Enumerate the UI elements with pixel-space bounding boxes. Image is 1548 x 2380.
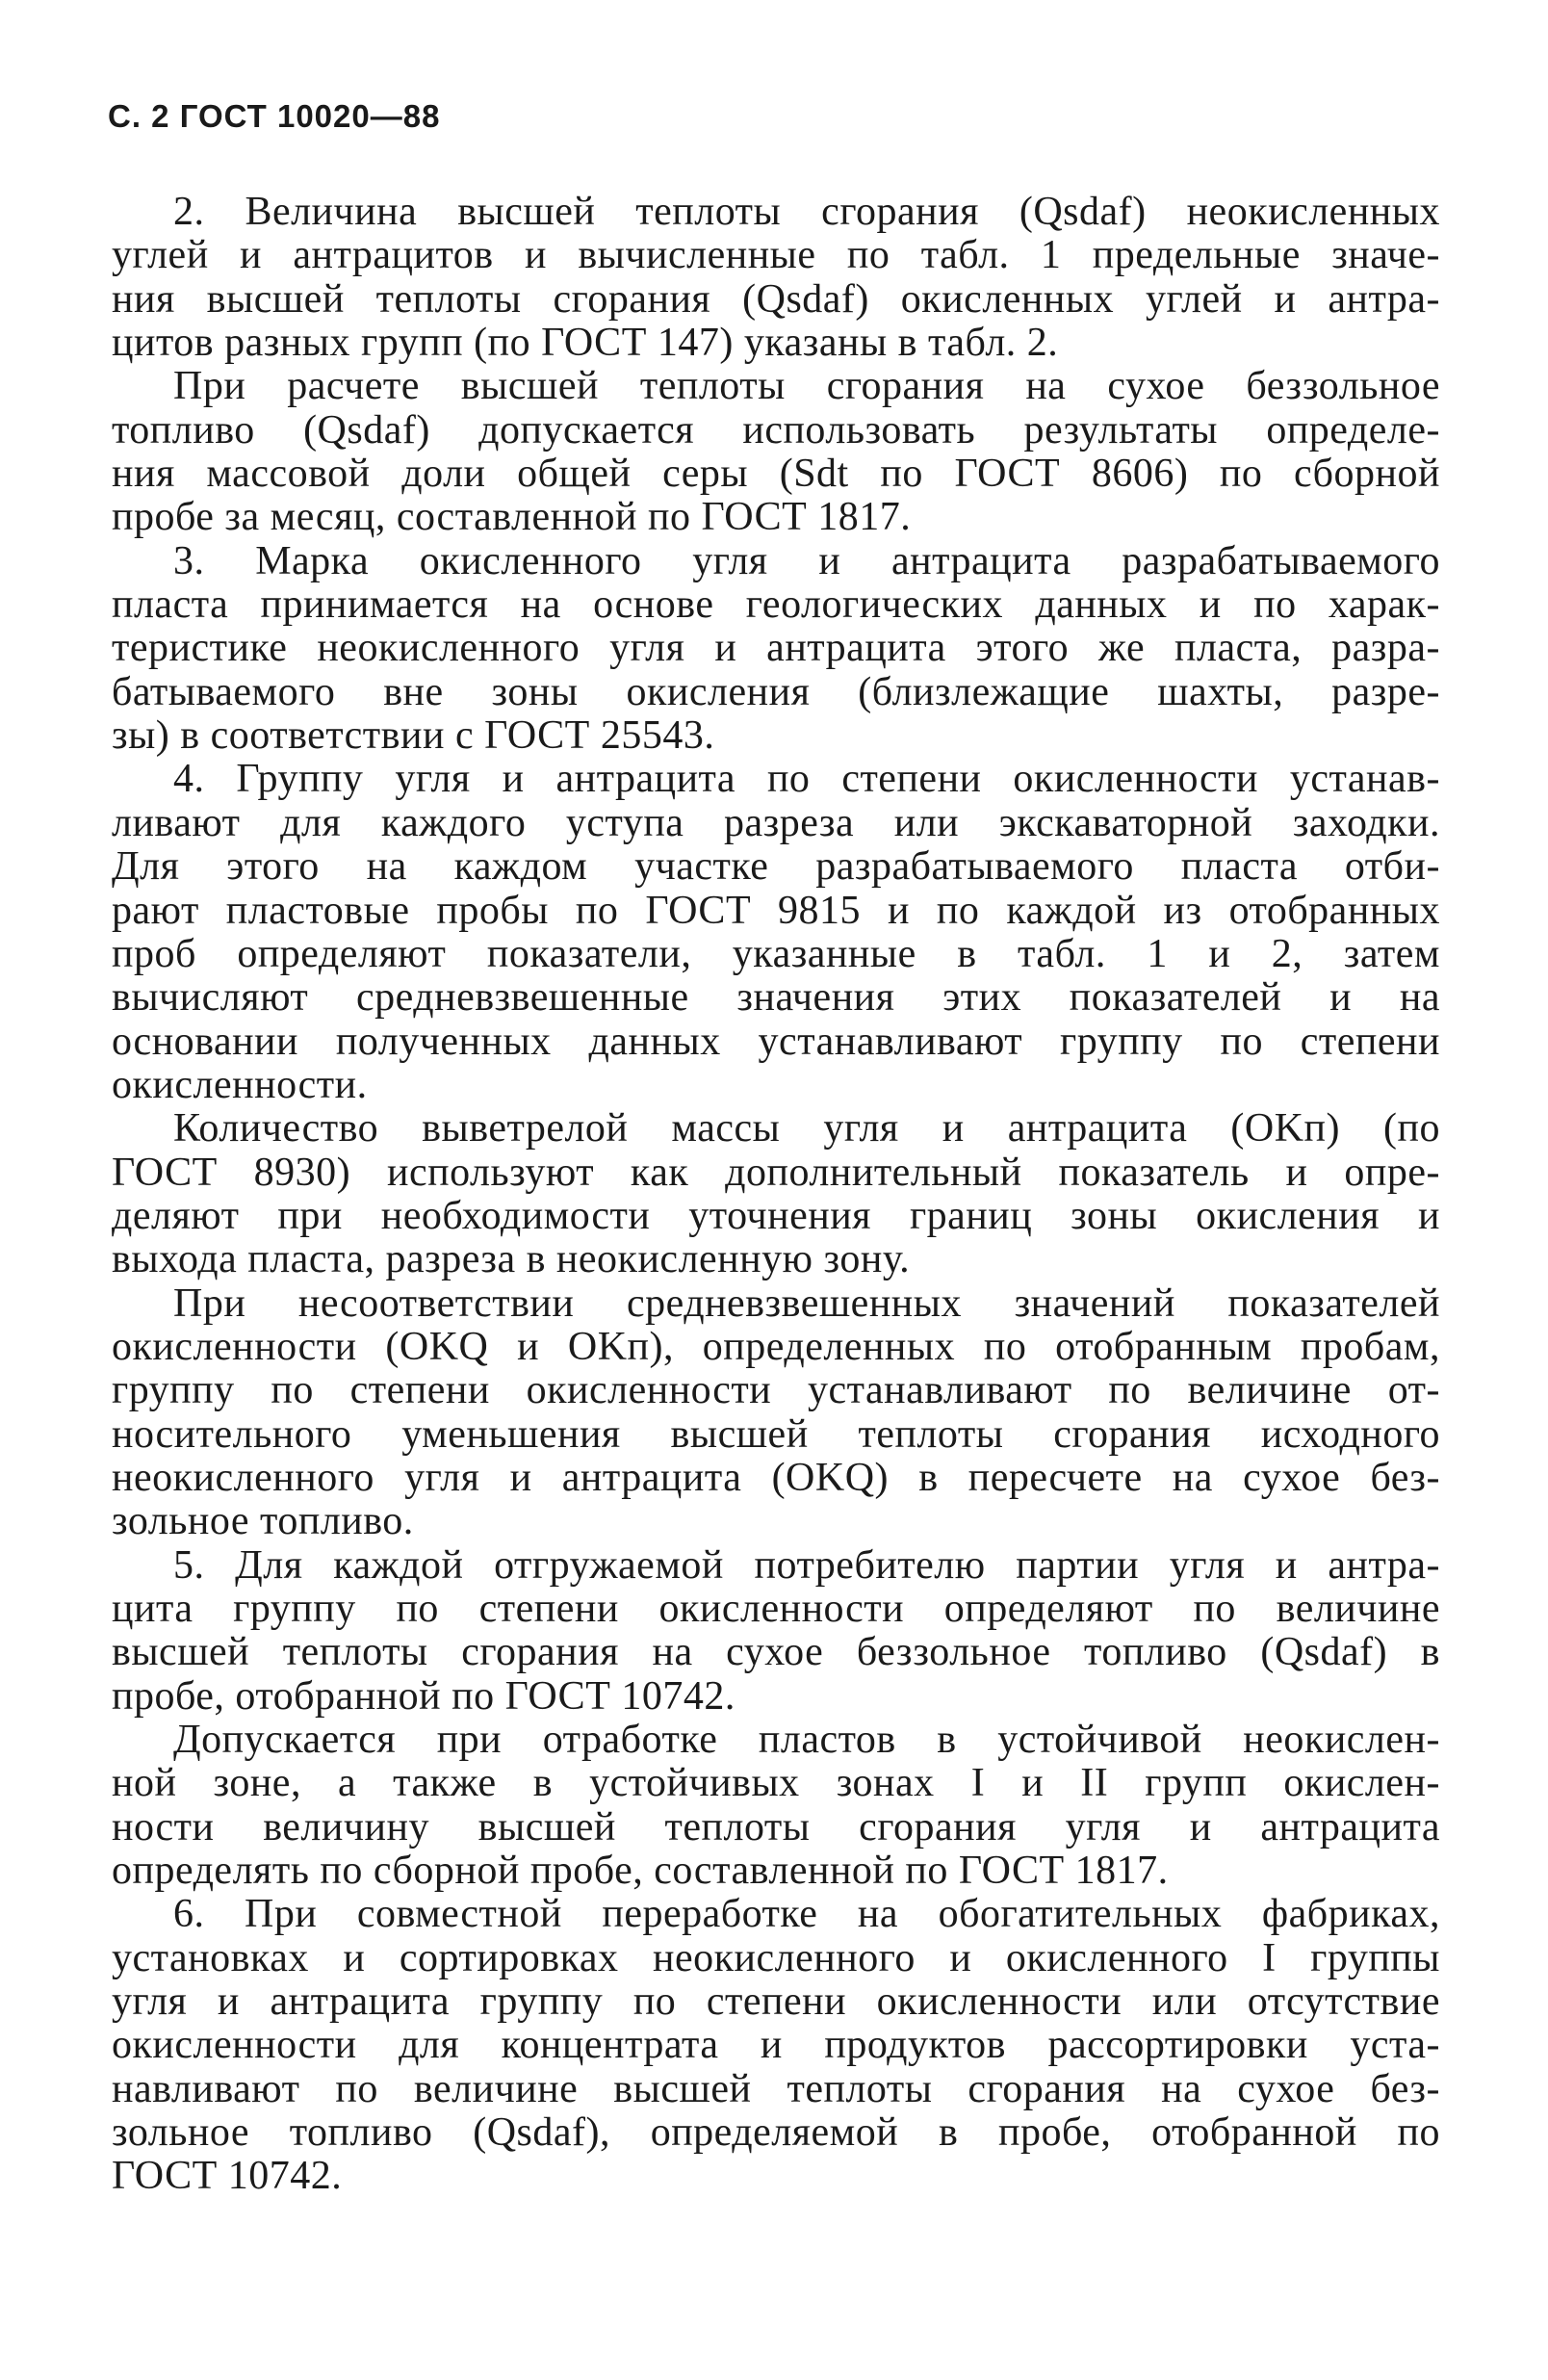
text-line: деляют при необходимости уточнения границ зоны окисления и [112,1193,1440,1238]
text-line: углей и антрацитов и вычисленные по табл. 1 предельные значе- [112,233,1440,278]
text-line: проб определяют показатели, указанные в табл. 1 и 2, затем [112,931,1440,976]
text-line: ГОСТ 10742. [112,2154,343,2199]
text-line: зольное топливо. [112,1499,414,1544]
text-line: 4. Группу угля и антрацита по степени окисленности устанав- [173,757,1440,802]
text-line: ния массовой доли общей серы (Sdt по ГОСТ 8606) по сборной [112,452,1440,497]
text-line: высшей теплоты сгорания на сухое беззольное топливо (Qsdaf) в [112,1630,1440,1675]
text-line: 3. Марка окисленного угля и антрацита разрабатываемого [173,538,1440,583]
text-line: неокисленного угля и антрацита (OKQ) в пересчете на сухое без- [112,1455,1440,1500]
text-line: угля и антрацита группу по степени окисленности или отсутствие [112,1979,1440,2025]
text-line: цитов разных групп (по ГОСТ 147) указаны в табл. 2. [112,321,1059,366]
text-line: Для этого на каждом участке разрабатываемого пласта отби- [112,844,1440,890]
text-line: вычисляют средневзвешенные значения этих показателей и на [112,975,1440,1021]
text-line: 2. Величина высшей теплоты сгорания (Qsdaf) неокисленных [173,190,1440,234]
text-line: батываемого вне зоны окисления (близлежащие шахты, разре- [112,669,1440,714]
text-line: цита группу по степени окисленности определяют по величине [112,1587,1440,1631]
running-header: С. 2 ГОСТ 10020—88 [108,98,441,134]
text-line: окисленности для концентрата и продуктов рассортировки уста- [112,2023,1440,2068]
text-line: 5. Для каждой отгружаемой потребителю партии угля и антра- [173,1542,1440,1588]
text-line: окисленности. [112,1062,368,1107]
text-line: При расчете высшей теплоты сгорания на сухое беззольное [173,364,1440,409]
text-line: пробе, отобранной по ГОСТ 10742. [112,1673,735,1719]
text-line: Допускается при отработке пластов в устойчивой неокислен- [173,1718,1440,1763]
text-line: топливо (Qsdaf) допускается использовать результаты определе- [112,407,1440,453]
text-line: установках и сортировках неокисленного и окисленного I группы [112,1935,1440,1980]
text-line: ГОСТ 8930) используют как дополнительный показатель и опре- [112,1150,1440,1195]
text-line: окисленности (OKQ и OKп), определенных по отобранным пробам, [112,1324,1440,1369]
text-line: основании полученных данных устанавливают группу по степени [112,1019,1440,1064]
text-line: пласта принимается на основе геологических данных и по харак- [112,582,1440,628]
text-line: 6. При совместной переработке на обогатительных фабриках, [173,1892,1440,1937]
body-text [112,191,1440,2199]
text-line: ной зоне, а также в устойчивых зонах I и II групп окислен- [112,1761,1440,1806]
text-line: зы) в соответствии с ГОСТ 25543. [112,713,715,759]
text-line: ливают для каждого уступа разреза или экскаваторной заходки. [112,800,1440,845]
text-line: пробе за месяц, составленной по ГОСТ 1817. [112,495,912,540]
text-line: ния высшей теплоты сгорания (Qsdaf) окисленных углей и антра- [112,276,1440,322]
text-line: навливают по величине высшей теплоты сгорания на сухое без- [112,2066,1440,2111]
text-line: ности величину высшей теплоты сгорания угля и антрацита [112,1804,1440,1850]
text-line: выхода пласта, разреза в неокисленную зону. [112,1237,911,1282]
text-line: группу по степени окисленности устанавливают по величине от- [112,1368,1440,1413]
text-line: Количество выветрелой массы угля и антрацита (OKп) (по [173,1106,1440,1151]
text-line: определять по сборной пробе, составленной по ГОСТ 1817. [112,1849,1169,1894]
text-line: зольное топливо (Qsdaf), определяемой в пробе, отобранной по [112,2110,1440,2156]
text-line: носительного уменьшения высшей теплоты сгорания исходного [112,1411,1440,1457]
text-line: При несоответствии средневзвешенных значений показателей [173,1281,1440,1326]
text-line: теристике неокисленного угля и антрацита этого же пласта, разра- [112,626,1440,671]
text-line: рают пластовые пробы по ГОСТ 9815 и по каждой из отобранных [112,888,1440,933]
